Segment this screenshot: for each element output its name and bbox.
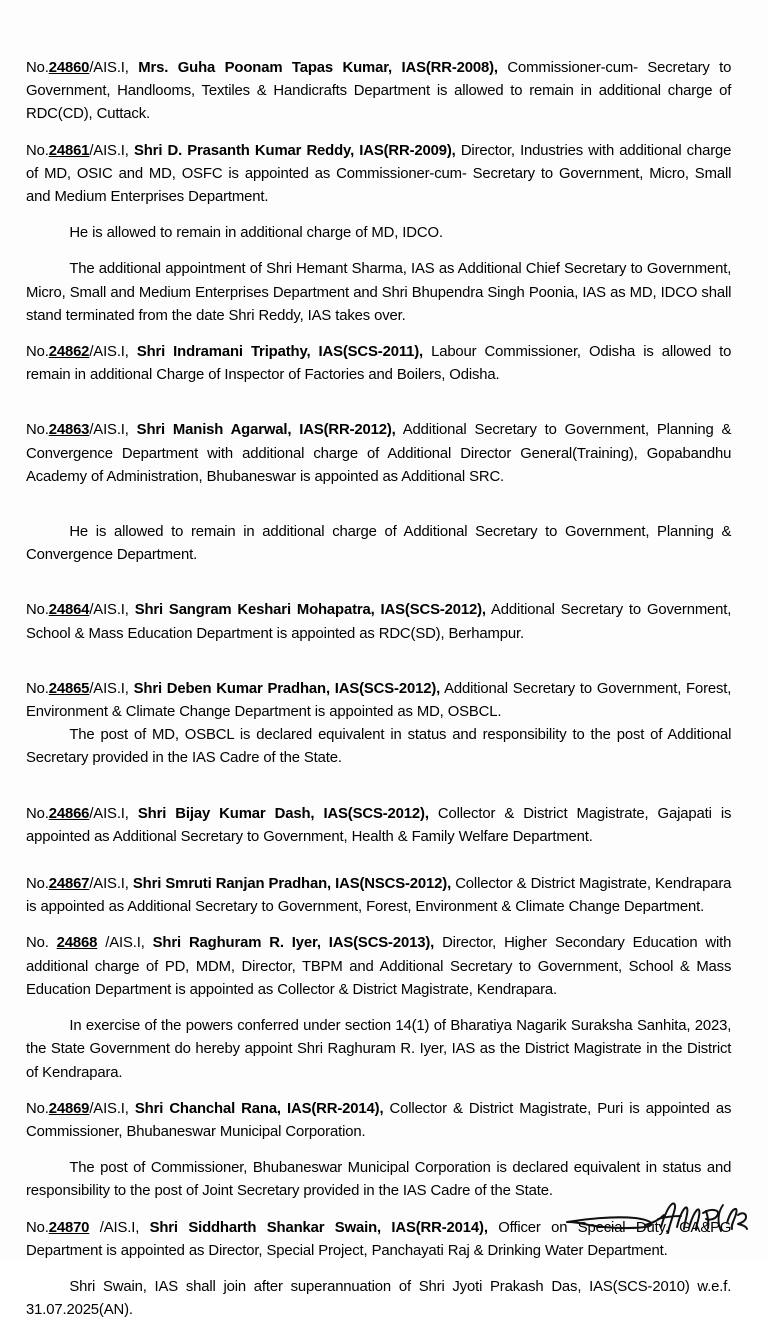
order-paragraph-24868 (26, 931, 731, 1001)
subparagraph-24861-b: The additional appointment of Shri Hemant Sharma, IAS as Additional Chief Secretary to Government, Micro, Small and Medium Enterprises Department and Shri Bhupendra Singh Poonia, IAS as MD, IDCO shall stand terminated from the date Shri Reddy, IAS takes over. (26, 260, 732, 324)
order-prefix: No. (26, 59, 49, 76)
order-paragraph-24863 (26, 418, 731, 488)
order-number: 24863 (48, 421, 90, 439)
order-prefix: No. (26, 343, 49, 361)
order-body-text: Director, Industries with additional charge of MD, OSIC and MD, OSFC is appointed as Commissioner-cum- Secretary to Government, Micro, Small and Medium Enterprises Department. (26, 141, 732, 206)
order-prefix: No. (26, 804, 49, 822)
order-number: 24867 (48, 875, 90, 893)
order-number: 24869 (48, 1099, 90, 1117)
order-paragraph-24862 (26, 340, 731, 386)
order-body-text: Additional Secretary to Government, Forest, Environment & Climate Change Department is appointed as MD, OSBCL. (26, 679, 732, 721)
order-paragraph-24864 (26, 598, 731, 644)
order-prefix: No. (26, 1099, 49, 1117)
order-prefix: No. (26, 141, 49, 159)
order-after-number: /AIS.I, (89, 601, 135, 619)
order-officer-name: Shri Indramani Tripathy, IAS(SCS-2011), (136, 343, 424, 361)
order-number: 24866 (48, 804, 90, 822)
order-prefix: No. (26, 934, 57, 952)
order-officer-name: Shri Bijay Kumar Dash, IAS(SCS-2012), (137, 804, 429, 822)
subparagraph-24870-a: Shri Swain, IAS shall join after superannuation of Shri Jyoti Prakash Das, IAS(SCS-2010) w.e.f. 31.07.2025(AN). (26, 1277, 732, 1319)
order-after-number: /AIS.I, (97, 934, 153, 952)
order-body-text: Collector & District Magistrate, Gajapati is appointed as Additional Secretary to Government, Health & Family Welfare Department. (26, 804, 732, 845)
order-prefix: No. (26, 421, 49, 439)
order-paragraph-24867 (26, 872, 731, 918)
order-body-text: Director, Higher Secondary Education with additional charge of PD, MDM, Director, TBPM and Additional Secretary to Government, School & Mass Education Department is appointed as Collector & District Magistrate, Kendrapara. (26, 934, 732, 998)
order-paragraph-24860 (26, 56, 731, 126)
order-number: 24860 (48, 59, 90, 76)
order-officer-name: Shri Deben Kumar Pradhan, IAS(SCS-2012), (133, 679, 441, 697)
order-prefix: No. (26, 679, 49, 697)
order-prefix: No. (26, 601, 49, 619)
order-after-number: /AIS.I, (89, 1099, 135, 1117)
order-body-text: Labour Commissioner, Odisha is allowed to remain in additional Charge of Inspector of Factories and Boilers, Odisha. (26, 343, 732, 384)
order-after-number: /AIS.I, (89, 59, 139, 76)
order-paragraph-24865 (26, 677, 731, 723)
order-number: 24870 (48, 1218, 90, 1236)
order-paragraph-24861 (26, 139, 731, 209)
subparagraph-24869-a: The post of Commissioner, Bhubaneswar Municipal Corporation is declared equivalent in status and responsibility to the post of Joint Secretary provided in the IAS Cadre of the State. (26, 1159, 732, 1200)
order-body-text: Officer on Special Duty, GA&PG Department is appointed as Director, Special Project, Panchayati Raj & Drinking Water Department. (26, 1218, 732, 1259)
order-paragraph-24866 (26, 802, 731, 848)
order-number: 24861 (48, 141, 90, 159)
order-after-number: /AIS.I, (89, 141, 134, 159)
order-body-text: Collector & District Magistrate, Puri is appointed as Commissioner, Bhubaneswar Municipal Corporation. (26, 1099, 732, 1140)
order-number: 24865 (48, 679, 90, 697)
order-number: 24864 (48, 601, 90, 619)
order-after-number: /AIS.I, (89, 421, 137, 439)
order-officer-name: Shri Siddharth Shankar Swain, IAS(RR-2014), (149, 1218, 488, 1236)
order-paragraph-24869 (26, 1097, 731, 1143)
order-prefix: No. (26, 875, 49, 893)
order-after-number: /AIS.I, (89, 679, 134, 697)
subparagraph-24868-a: In exercise of the powers conferred under section 14(1) of Bharatiya Nagarik Suraksha Sanhita, 2023, the State Government do hereby appoint Shri Raghuram R. Iyer, IAS as the District Magistrate in the District of Kendrapara. (26, 1017, 732, 1081)
subparagraph-24861-a: He is allowed to remain in additional charge of MD, IDCO. (69, 224, 443, 242)
order-officer-name: Shri Manish Agarwal, IAS(RR-2012), (136, 421, 396, 439)
order-number: 24868 (56, 934, 98, 952)
order-body-text: Additional Secretary to Government, School & Mass Education Department is appointed as RDC(SD), Berhampur. (26, 601, 732, 642)
order-after-number: /AIS.I, (89, 343, 137, 361)
order-officer-name: Shri Sangram Keshari Mohapatra, IAS(SCS-2012), (134, 601, 486, 619)
document-body (26, 56, 742, 1321)
order-number: 24862 (48, 343, 90, 361)
signature-block (565, 1197, 750, 1245)
order-body-text: Commissioner-cum- Secretary to Government, Handlooms, Textiles & Handicrafts Department is allowed to remain in additional charge of RDC(CD), Cuttack. (26, 59, 732, 123)
order-officer-name: Shri Smruti Ranjan Pradhan, IAS(NSCS-2012), (132, 875, 452, 893)
order-body-text: Additional Secretary to Government, Planning & Convergence Department with additional charge of Additional Director General(Training), Gopabandhu Academy of Administration, Bhubaneswar is appointed as Additional SRC. (26, 421, 732, 485)
order-officer-name: Mrs. Guha Poonam Tapas Kumar, IAS(RR-2008), (138, 59, 498, 76)
order-officer-name: Shri Raghuram R. Iyer, IAS(SCS-2013), (152, 934, 435, 952)
order-officer-name: Shri Chanchal Rana, IAS(RR-2014), (134, 1099, 384, 1117)
subparagraph-24865-a: The post of MD, OSBCL is declared equivalent in status and responsibility to the post of Additional Secretary provided in the IAS Cadre of the State. (26, 726, 732, 767)
order-officer-name: Shri D. Prasanth Kumar Reddy, IAS(RR-2009), (133, 141, 456, 159)
order-after-number: /AIS.I, (89, 804, 138, 822)
order-prefix: No. (26, 1218, 49, 1236)
order-after-number: /AIS.I, (89, 875, 133, 893)
order-after-number: /AIS.I, (89, 1218, 150, 1236)
order-body-text: Collector & District Magistrate, Kendrapara is appointed as Additional Secretary to Government, Forest, Environment & Climate Change Department. (26, 875, 732, 916)
subparagraph-24863-a: He is allowed to remain in additional charge of Additional Secretary to Government, Planning & Convergence Department. (26, 523, 732, 564)
